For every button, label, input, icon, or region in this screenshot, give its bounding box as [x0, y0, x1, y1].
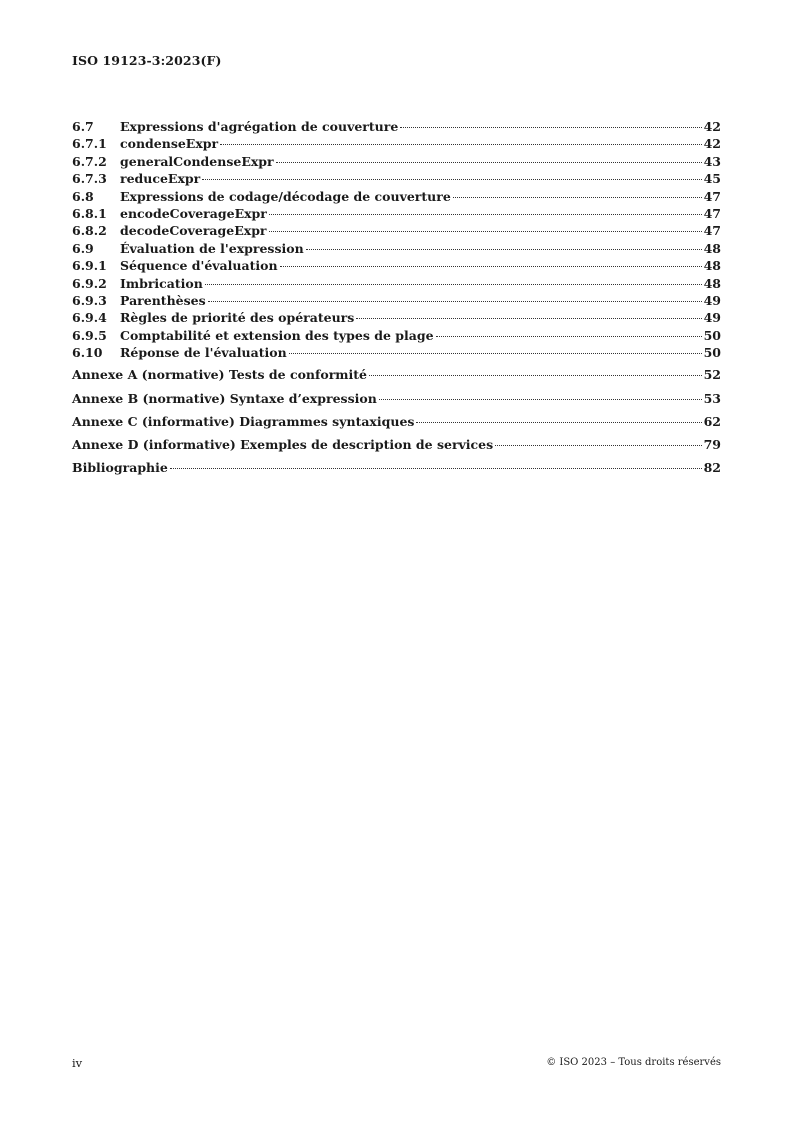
toc-entry-title: Comptabilité et extension des types de plage: [120, 327, 434, 343]
toc-entry-page: 42: [703, 119, 721, 134]
toc-entry-6-7-3[interactable]: [72, 170, 721, 187]
toc-entry-page: 79: [703, 437, 721, 453]
toc-entry-number: 6.9.3: [72, 292, 107, 308]
toc-entry-page: 47: [703, 205, 721, 221]
toc-entry-title: Parenthèses: [120, 292, 206, 308]
toc-entry-title: decodeCoverageExpr: [120, 223, 267, 239]
toc-entry-6-9-4[interactable]: [72, 309, 721, 326]
toc-dot-leader: [170, 468, 702, 469]
toc-entry-number: 6.9.4: [72, 310, 107, 326]
toc-entry-page: 50: [703, 345, 721, 361]
toc-entry-page: 48: [703, 275, 721, 291]
toc-entry-number: 6.9.5: [72, 327, 107, 343]
toc-entry-6-9[interactable]: [72, 240, 721, 257]
toc-entry-page: 48: [703, 240, 721, 256]
toc-entry-page: 50: [703, 327, 721, 343]
toc-entry-annex-b[interactable]: [72, 390, 721, 409]
toc-entry-number: 6.10: [72, 345, 103, 361]
toc-entry-6-9-3[interactable]: [72, 292, 721, 309]
toc-dot-leader: [276, 162, 702, 163]
toc-entry-number: 6.8: [72, 188, 94, 204]
toc-entry-number: 6.9.1: [72, 258, 107, 274]
toc-entry-page: 47: [703, 223, 721, 239]
toc-entry-title: Évaluation de l'expression: [120, 240, 304, 256]
toc-entry-title: generalCondenseExpr: [120, 153, 274, 169]
toc-entry-title: Bibliographie: [72, 460, 168, 476]
toc-entry-title: Expressions de codage/décodage de couverture: [120, 188, 451, 204]
toc-entry-title: Annexe C (informative) Diagrammes syntaxiques: [72, 413, 415, 429]
toc-entry-page: 43: [703, 153, 721, 169]
toc-entry-title: Réponse de l'évaluation: [120, 345, 287, 361]
toc-entry-number: 6.9.2: [72, 275, 107, 291]
document-id-header: ISO 19123-3:2023(F): [72, 53, 222, 68]
toc-dot-leader: [436, 336, 702, 337]
toc-entry-page: 48: [703, 258, 721, 274]
toc-entry-number: 6.7.3: [72, 171, 107, 187]
toc-entry-title: Annexe D (informative) Exemples de description de services: [72, 437, 494, 453]
toc-entry-bibliography[interactable]: [72, 459, 721, 478]
toc-entry-title: Règles de priorité des opérateurs: [120, 310, 355, 326]
toc-dot-leader: [280, 266, 702, 267]
toc-entry-page: 62: [703, 413, 721, 429]
toc-entry-6-9-5[interactable]: [72, 327, 721, 344]
toc-entry-title: reduceExpr: [120, 171, 201, 187]
toc-entry-annex-a[interactable]: [72, 366, 721, 385]
toc-dot-leader: [220, 144, 701, 145]
toc-entry-title: Annexe A (normative) Tests de conformité: [72, 367, 367, 383]
toc-entry-title: Imbrication: [120, 275, 203, 291]
toc-dot-leader: [202, 179, 701, 180]
toc-entry-number: 6.8.1: [72, 205, 107, 221]
toc-dot-leader: [289, 353, 702, 354]
toc-entry-page: 45: [703, 171, 721, 187]
toc-entry-number: 6.9: [72, 240, 94, 256]
toc-entry-page: 49: [703, 310, 721, 326]
toc-entry-annex-d[interactable]: [72, 436, 721, 455]
toc-entry-title: condenseExpr: [120, 136, 219, 152]
toc-entry-6-8-2[interactable]: [72, 222, 721, 239]
toc-dot-leader: [269, 214, 702, 215]
toc-entry-6-7[interactable]: [72, 118, 721, 135]
toc-entry-page: 82: [703, 460, 721, 476]
toc-entry-6-8[interactable]: [72, 188, 721, 205]
toc-entry-page: 49: [703, 292, 721, 308]
toc-entry-title: Séquence d'évaluation: [120, 258, 278, 274]
toc-entry-6-10[interactable]: [72, 344, 721, 361]
toc-entry-6-9-2[interactable]: [72, 275, 721, 292]
toc-entry-number: 6.8.2: [72, 223, 107, 239]
toc-entry-page: 42: [703, 136, 721, 152]
toc-dot-leader: [269, 231, 702, 232]
toc-dot-leader: [379, 399, 702, 400]
toc-dot-leader: [453, 197, 702, 198]
toc-entry-6-7-1[interactable]: [72, 135, 721, 152]
footer-page-number: iv: [72, 1056, 83, 1070]
toc-entry-title: encodeCoverageExpr: [120, 205, 267, 221]
toc-entry-number: 6.7.1: [72, 136, 107, 152]
toc-entry-title: Annexe B (normative) Syntaxe d’expression: [72, 390, 377, 406]
toc-entry-page: 53: [703, 390, 721, 406]
toc-entry-title: Expressions d'agrégation de couverture: [120, 119, 399, 134]
toc-dot-leader: [208, 301, 702, 302]
toc-entry-6-8-1[interactable]: [72, 205, 721, 222]
toc-dot-leader: [416, 422, 701, 423]
table-of-contents: [72, 118, 721, 478]
toc-dot-leader: [205, 284, 702, 285]
toc-entry-number: 6.7.2: [72, 153, 107, 169]
toc-dot-leader: [400, 127, 701, 128]
toc-dot-leader: [306, 249, 702, 250]
toc-entry-6-7-2[interactable]: [72, 153, 721, 170]
toc-entry-annex-c[interactable]: [72, 413, 721, 432]
toc-entry-page: 47: [703, 188, 721, 204]
toc-entry-number: 6.7: [72, 119, 94, 134]
toc-dot-leader: [356, 318, 701, 319]
footer-copyright: © ISO 2023 – Tous droits réservés: [546, 1057, 721, 1068]
toc-entry-6-9-1[interactable]: [72, 257, 721, 274]
toc-entry-page: 52: [703, 367, 721, 383]
toc-dot-leader: [495, 445, 701, 446]
toc-dot-leader: [369, 375, 702, 376]
